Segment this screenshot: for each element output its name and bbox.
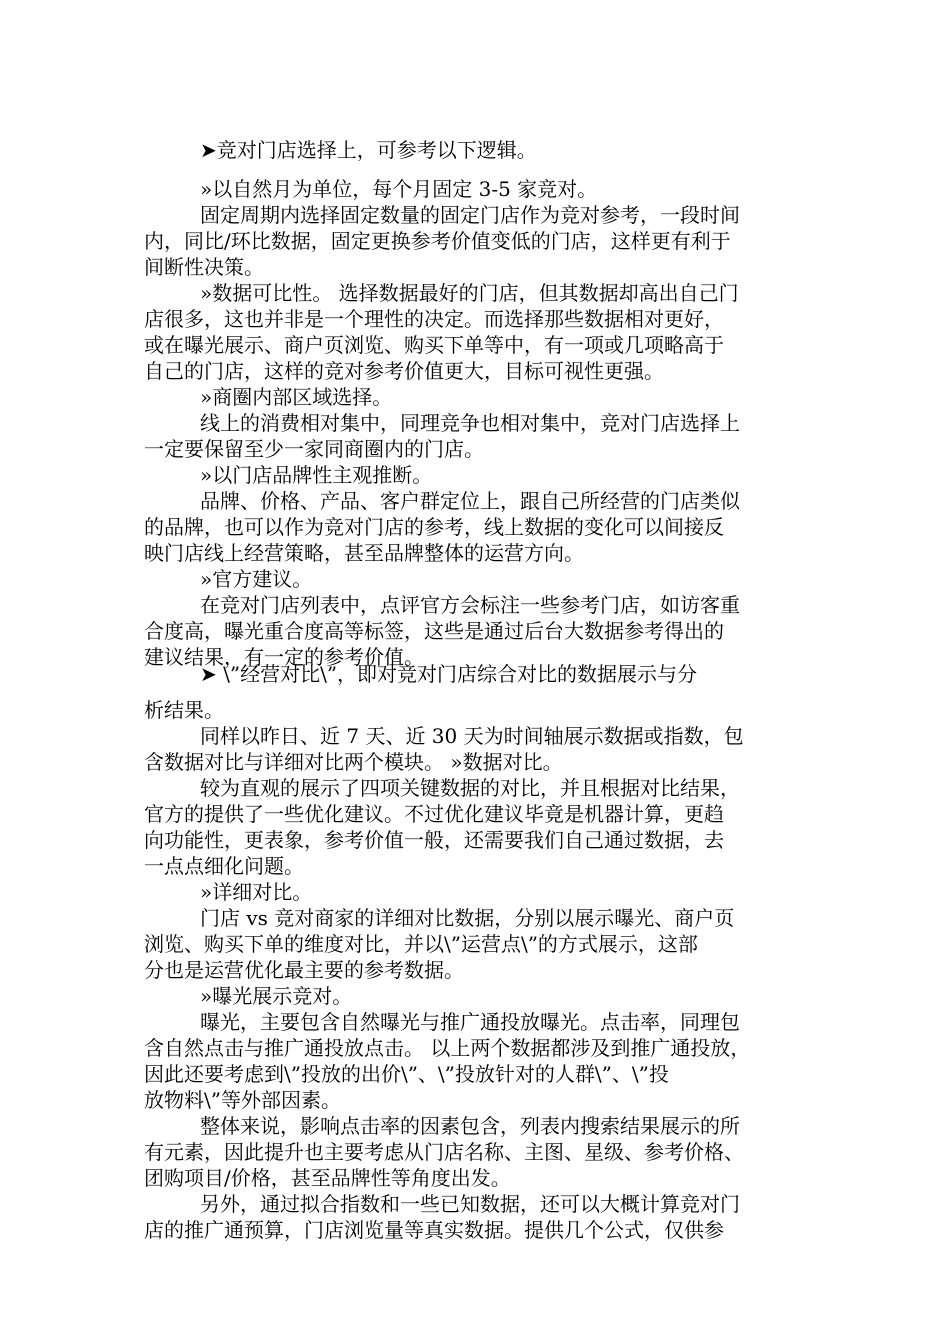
text-line: 含数据对比与详细对比两个模块。 »数据对比。	[144, 750, 563, 774]
text-line: »数据可比性。 选择数据最好的门店，但其数据却高出自己门	[200, 281, 739, 305]
text-line: 门店 vs 竞对商家的详细对比数据，分别以展示曝光、商户页	[200, 906, 735, 930]
paragraph-group-selection-logic	[144, 176, 814, 670]
text-line: »官方建议。	[200, 567, 313, 591]
text-line: 因此还要考虑到\”投放的出价\”、\”投放针对的人群\”、\”投	[144, 1062, 669, 1086]
text-line: 自己的门店，这样的竞对参考价值更大，目标可视性更强。	[144, 359, 664, 383]
text-line: 店很多，这也并非是一个理性的决定。而选择那些数据相对更好，	[144, 307, 724, 331]
section-heading-business-comparison	[144, 661, 814, 687]
text-line: 内，同比/环比数据，固定更换参考价值变低的门店，这样更有利于	[144, 229, 731, 253]
text-line: 另外，通过拟合指数和一些已知数据，还可以大概计算竞对门	[200, 1192, 740, 1216]
text-line: 建议结果，有一定的参考价值。	[144, 645, 424, 669]
text-line: 的品牌，也可以作为竞对门店的参考，线上数据的变化可以间接反	[144, 515, 724, 539]
text-line: 有元素，因此提升也主要考虑从门店名称、主图、星级、参考价格、	[144, 1140, 744, 1164]
text-line: 店的推广通预算，门店浏览量等真实数据。提供几个公式，仅供参	[144, 1218, 724, 1242]
text-line: 一点点细化问题。	[144, 854, 304, 878]
heading-text: ➤ \”经营对比\”，即对竞对门店综合对比的数据展示与分	[200, 662, 698, 686]
text-line: »商圈内部区域选择。	[200, 385, 393, 409]
text-line: 团购项目/价格，甚至品牌性等角度出发。	[144, 1166, 511, 1190]
text-line: 向功能性，更表象，参考价值一般，还需要我们自己通过数据，去	[144, 828, 724, 852]
text-line: 映门店线上经营策略，甚至品牌整体的运营方向。	[144, 541, 584, 565]
text-line: »以自然月为单位，每个月固定 3-5 家竞对。	[200, 177, 598, 201]
section-heading-competitor-selection	[144, 137, 814, 163]
text-line: 间断性决策。	[144, 255, 264, 279]
text-line: 合度高，曝光重合度高等标签，这些是通过后台大数据参考得出的	[144, 619, 724, 643]
text-line: 分也是运营优化最主要的参考数据。	[144, 958, 464, 982]
text-line: »以门店品牌性主观推断。	[200, 463, 433, 487]
text-line: »详细对比。	[200, 880, 313, 904]
text-line: 在竞对门店列表中，点评官方会标注一些参考门店，如访客重	[200, 593, 740, 617]
text-line: »曝光展示竞对。	[200, 984, 353, 1008]
text-line: 含自然点击与推广通投放点击。 以上两个数据都涉及到推广通投放，	[144, 1036, 751, 1060]
heading-text: ➤竞对门店选择上，可参考以下逻辑。	[200, 138, 537, 162]
text-line: 或在曝光展示、商户页浏览、购买下单等中，有一项或几项略高于	[144, 333, 724, 357]
text-line: 官方的提供了一些优化建议。不过优化建议毕竟是机器计算，更趋	[144, 802, 724, 826]
text-line: 品牌、价格、产品、客户群定位上，跟自己所经营的门店类似	[200, 489, 740, 513]
text-line: 线上的消费相对集中，同理竞争也相对集中，竞对门店选择上	[200, 411, 740, 435]
text-line: 固定周期内选择固定数量的固定门店作为竞对参考，一段时间	[200, 203, 740, 227]
text-line: 浏览、购买下单的维度对比，并以\”运营点\”的方式展示，这部	[144, 932, 698, 956]
text-line: 放物料\”等外部因素。	[144, 1088, 341, 1112]
text-line: 同样以昨日、近 7 天、近 30 天为时间轴展示数据或指数，包	[200, 724, 744, 748]
text-line: 曝光，主要包含自然曝光与推广通投放曝光。点击率，同理包	[200, 1010, 740, 1034]
text-line: 较为直观的展示了四项关键数据的对比，并且根据对比结果，	[200, 776, 740, 800]
paragraph-group-business-comparison	[144, 697, 814, 1243]
text-line: 一定要保留至少一家同商圈内的门店。	[144, 437, 484, 461]
text-line: 整体来说，影响点击率的因素包含，列表内搜索结果展示的所	[200, 1114, 740, 1138]
text-line: 析结果。	[144, 698, 224, 722]
